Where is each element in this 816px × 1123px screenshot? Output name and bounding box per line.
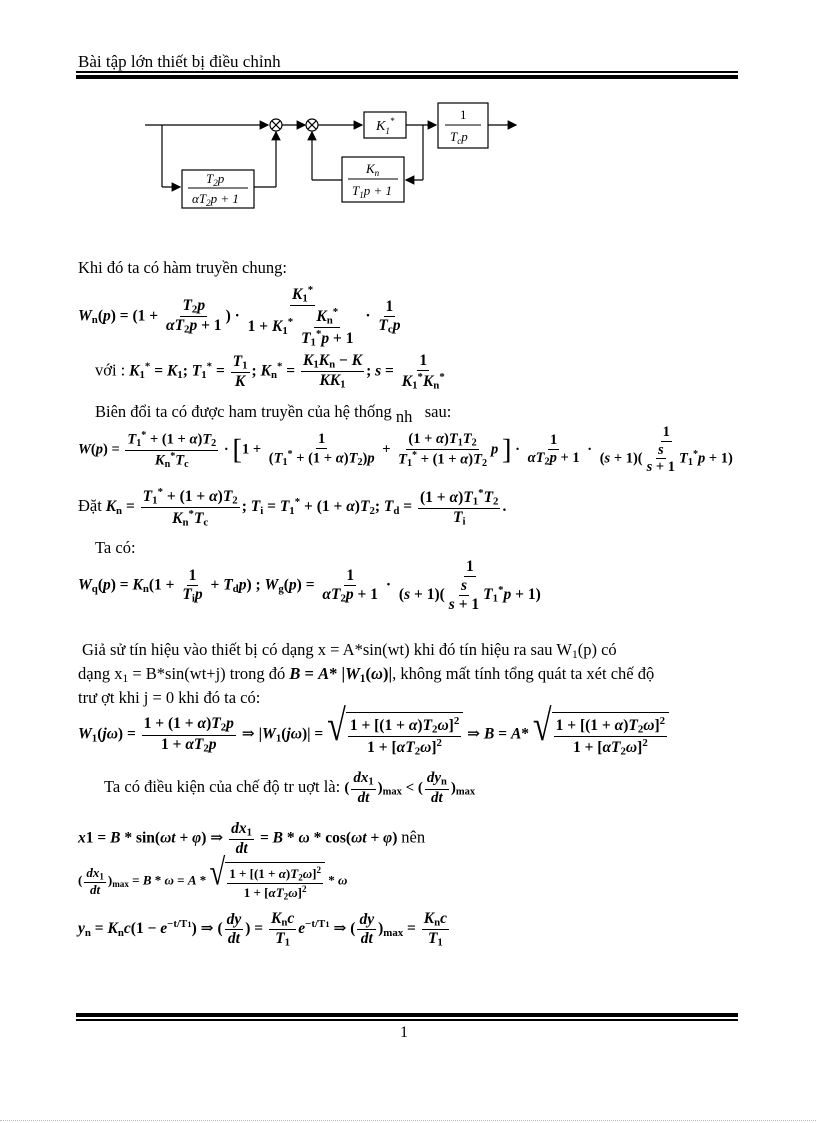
- feedback-den: $T_1p + 1$: [352, 183, 393, 200]
- gia-su-line-2: dạng $x_1 = B*\sin(wt+j)$ trong đó B = A* $|W_1(\omega)|$, không mất tính tổng quát ta xét chế độ: [78, 664, 655, 685]
- footer-rule-thick: [76, 1013, 738, 1017]
- page-header-title: Bài tập lớn thiết bị điều chỉnh: [78, 52, 281, 71]
- k1-label: $K_1^*$: [376, 116, 395, 136]
- header-rule-thin: [76, 71, 738, 73]
- equation-w: W(p) = $\frac{T_1^* + (1 + \alpha)T_2}{K_n^*T_c}$ · [1 + $\frac{1}{(T_1^* + (1 + \alpha)T_2)p}$ + $\frac{(1 + \alpha)T_1T_2}{T_1^* + (1 + \alpha)T_2}$ p ] · $\frac{1}{\alpha T_2p + 1}$ · 1 (s + 1)( $\frac{s}{s + 1}$ $T_1^*p + 1$): [78, 424, 733, 476]
- header-rule-thick: [76, 75, 738, 79]
- equation-x1: x1 = B * sin(ωt + φ) ⇒ $\frac{dx_1}{dt}$ = B * ω * cos(ωt + φ) nên: [78, 820, 426, 858]
- block-diagram: [140, 95, 540, 225]
- equation-dat: Đặt $K_n$ = $\frac{T_1^* + (1 + \alpha)T_2}{K_n^*T_c}$ ; $T_i = T_1^* + (1 + \alpha)T_2$; $T_d$ = $\frac{(1 + \alpha)T_1^*T_2}{T_i}$ .: [78, 486, 507, 529]
- footer-rule-thin: [76, 1019, 738, 1021]
- gia-su-line-3: trư ợt khi j = 0 khi đó ta có:: [78, 688, 261, 707]
- equation-wn: $W_n(p) = (1$ + $\frac{T_2p}{\alpha T_2p + 1}$ ) · $K_1^*$ $1 + K_1^*$ $\frac{K_n^*}{T_1^*p + 1}$ · $\frac{1}{T_cp}$: [78, 284, 401, 349]
- equation-definitions: với : $K_1^* = K_1$; $T_1^*$ = $\frac{T_1}{K}$ ; $K_n^*$ = $\frac{K_1K_n - K}{KK_1}$ ; s = $\frac{1}{K_1^*K_n^*}$: [95, 352, 445, 392]
- plant-den: $T_cp$: [450, 129, 468, 146]
- equation-yn: $y_n = K_nc(1 - e^{-t/T1})$ ⇒ ( $\frac{dy}{dt}$ ) = $\frac{K_nc}{T_1}$ $e^{-t/T1}$ ⇒ ( $\frac{dy}{dt}$ )$_{max}$ = $\frac{K_nc}{T_1}$: [78, 910, 448, 949]
- plant-num: 1: [460, 107, 467, 122]
- feedback-num: $K_n$: [366, 161, 380, 178]
- pd-num: $T_2p$: [206, 171, 225, 188]
- gia-su-line-1: Giả sử tín hiệu vào thiết bị có dạng x = A*sin(wt) khi đó tín hiệu ra sau $W_1(p)$ có: [82, 640, 617, 661]
- dieu-kien-line: Ta có điều kiện của chế độ tr uợt là: ( $\frac{dx_1}{dt}$ )$_{max}$ < ( $\frac{dy_n}{dt}$ )$_{max}$: [104, 770, 476, 806]
- page-bottom-dotted-border: [0, 1120, 816, 1121]
- page-number: 1: [400, 1024, 408, 1041]
- transform-text: Biên đổi ta có được ham truyền của hệ thống nh sau:: [95, 402, 452, 426]
- equation-wq-wg: $W_q(p) = K_n(1$ + $\frac{1}{T_ip}$ + $T_dp$) ; $W_g(p)$ = $\frac{1}{\alpha T_2p + 1}$ · 1 (s + 1)( $\frac{s}{s + 1}$ $T_1^*p + 1$): [78, 558, 541, 613]
- intro-text: Khi đó ta có hàm truyền chung:: [78, 258, 287, 277]
- pd-den: $\alpha T_2p + 1$: [192, 191, 239, 208]
- equation-dx1-max: ( $\frac{dx_1}{dt}$ )$_{max} = B * \omega = A$ * √ $\frac{1 + [(1 + \alpha)T_2\omega]^2}{1 + [\alpha T_2\omega]^2}$ * ω: [78, 853, 348, 901]
- equation-w1: $W_1(j\omega)$ = $\frac{1 + (1 + \alpha)T_2p}{1 + \alpha T_2p}$ ⇒ $|W_1(j\omega)|$ = √ $\frac{1 + [(1 + \alpha)T_2\omega]^2}{1 + [\alpha T_2\omega]^2}$ ⇒ B = A* √ $\frac{1 + [(1 + \alpha)T_2\omega]^2}{1 + [\alpha T_2\omega]^2}$: [78, 712, 669, 758]
- ta-co-text: Ta có:: [95, 538, 136, 557]
